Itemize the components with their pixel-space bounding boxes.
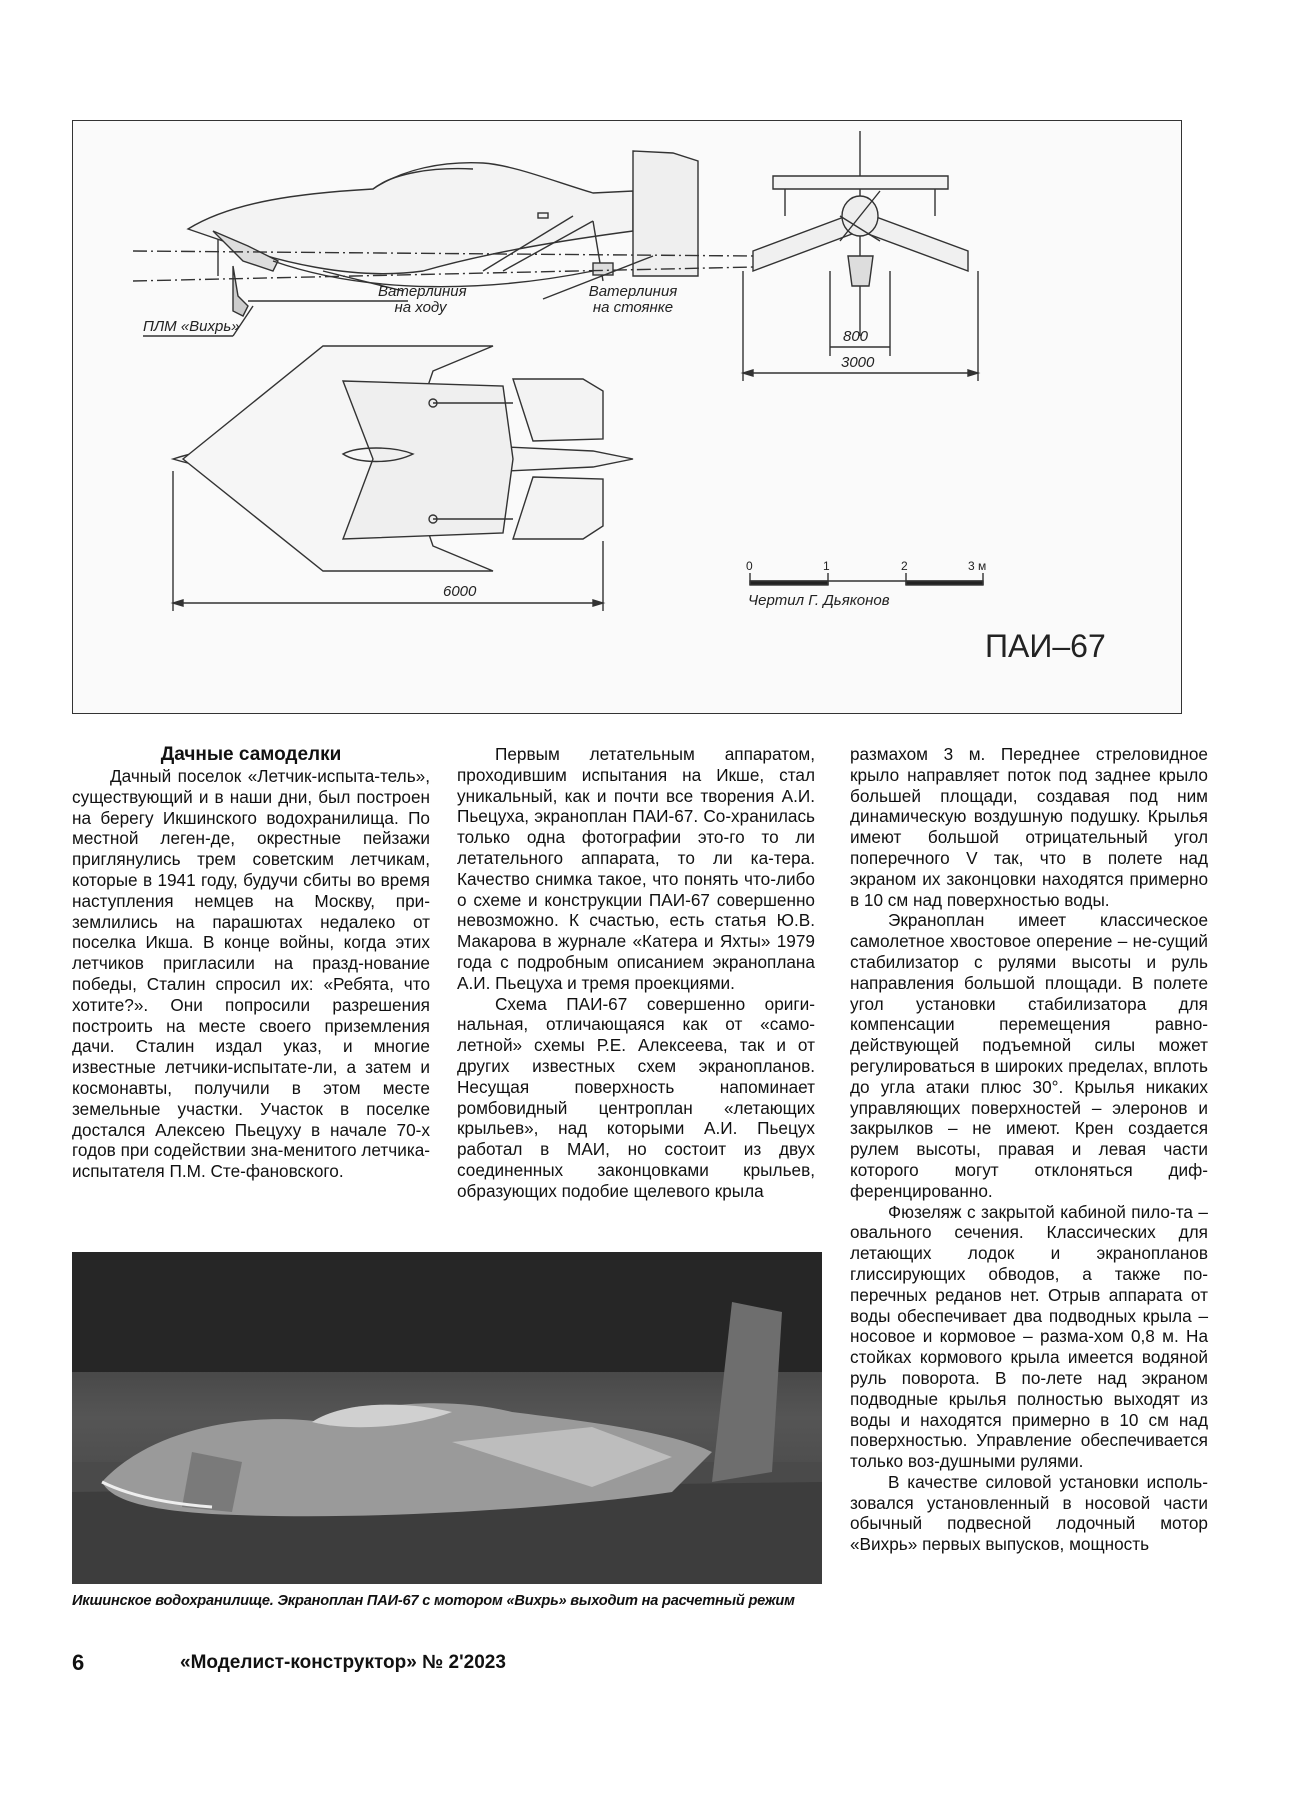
col1-paragraph-1: Дачный поселок «Летчик-испыта-тель», существующий и в наши дни, был построен на берегу Икшинского водохранилища. По местной леген-де, окрестные пейзажи приглянулись трем советским летчикам, которые в 1941 году, будучи сбиты во время наступления немцев на Москву, при-землились на парашютах недалеко от поселка Икша. В конце войны, когда этих летчиков пригласили на празд-нование победы, Сталин спросил их: «Ребята, что хотите?». Они попросили разрешения построить на месте своего приземления дачи. Сталин издал указ, и многие известные летчики-испытате-ли, а затем и космонавты, получили в этом месте земельные участки. Участок в поселке достался Алексею Пьецуху в начале 70-х годов при содействии зна-менитого летчика-испытателя П.М. Сте-фановского. — [72, 766, 430, 1182]
drawing-svg — [73, 121, 1183, 715]
label-waterline-run: Ватерлиния на ходу — [378, 283, 467, 316]
scale-tick-3: 3 м — [968, 559, 987, 573]
page-number: 6 — [72, 1650, 85, 1675]
side-view-fin — [633, 151, 698, 276]
col3-paragraph-1: размахом 3 м. Переднее стреловидное крыло направляет поток под заднее крыло большей площади, создавая под ним динамическую воздушную подушку. Крылья имеют большой отрицательный угол поперечного V так, что в полете над экраном их законцовки находятся примерно в 10 см над поверхностью воды. — [850, 744, 1208, 910]
col3-paragraph-3: Фюзеляж с закрытой кабиной пило-та – овального сечения. Классических для летающих лодок и экранопланов глиссирующих обводов, а также по-перечных реданов нет. Отрыв аппарата от воды обеспечивает два подводных крыла – носовое и кормовое – разма-хом 0,8 м. На стойках кормового крыла имеется водяной руль поворота. В по-лете над экраном подводные крылья полностью выходят из воды и находятся примерно в 10 см над поверхностью. Управление обеспечивается только воз-душными рулями. — [850, 1201, 1208, 1472]
label-length-dimension: 6000 — [443, 583, 477, 600]
technical-drawing — [72, 120, 1182, 714]
label-hydrofoil-dimension: 800 — [843, 328, 869, 345]
photo-caption: Икшинское водохранилище. Экраноплан ПАИ-67 с мотором «Вихрь» выходит на расчетный режим — [72, 1593, 795, 1609]
col2-paragraph-2: Схема ПАИ-67 совершенно ориги-нальная, отличающаяся как от «само-летной» схемы Р.Е. Алексеева, так и от других известных схем экранопланов. Несущая поверхность напоминает ромбовидный центроплан «летающих крыльев», над которыми А.И. Пьецух работал в МАИ, но состоит из двух соединенных законцовками крыльев, образующих подобие щелевого крыла — [457, 993, 815, 1201]
article-column-2 — [457, 744, 815, 1202]
article-column-3 — [850, 744, 1208, 1555]
article-heading: Дачные самоделки — [160, 744, 342, 765]
outboard-motor — [233, 266, 248, 316]
label-motor: ПЛМ «Вихрь» — [143, 318, 240, 335]
scale-tick-0: 0 — [746, 559, 753, 573]
label-waterline-park: Ватерлиния на стоянке — [588, 283, 678, 316]
model-name: ПАИ–67 — [985, 628, 1106, 664]
scale-tick-1: 1 — [823, 559, 830, 573]
label-span-dimension: 3000 — [841, 354, 875, 371]
scale-tick-2: 2 — [901, 559, 908, 573]
article-column-1 — [72, 744, 430, 1182]
col3-paragraph-2: Экраноплан имеет классическое самолетное хвостовое оперение – не-сущий стабилизатор с рулями высоты и руль направления большой площади. В полете угол установки стабилизатора для компенсации перемещения равно-действующей подъемной силы может регулироваться в широких пределах, вплоть до угла атаки плюс 30°. Крылья никаких управляющих поверхностей – элеронов и закрылков – не имеют. Крен создается рулем высоты, правая и левая части которого могут отклоняться диф-ференцированно. — [850, 910, 1208, 1201]
photo-svg — [72, 1252, 822, 1584]
drawing-author: Чертил Г. Дьяконов — [748, 592, 890, 609]
ekranoplan-photo — [72, 1252, 822, 1584]
col2-paragraph-1: Первым летательным аппаратом, проходившим испытания на Икше, стал уникальный, как и почти все творения А.И. Пьецуха, экраноплан ПАИ-67. Со-хранилась только одна фотографии это-го то ли летательного аппарата, то ли ка-тера. Качество снимка такое, что понять что-либо о схеме и конструкции ПАИ-67 совершенно невозможно. К счастью, есть статья Ю.В. Макарова в журнале «Катера и Яхты» 1979 года с подробным описанием экраноплана А.И. Пьецуха и тремя проекциями. — [457, 744, 815, 993]
col3-paragraph-4: В качестве силовой установки исполь-зовался установленный в носовой части обычный подвесной лодочный мотор «Вихрь» первых выпусков, мощность — [850, 1471, 1208, 1555]
magazine-title: «Моделист-конструктор» № 2'2023 — [180, 1652, 506, 1673]
